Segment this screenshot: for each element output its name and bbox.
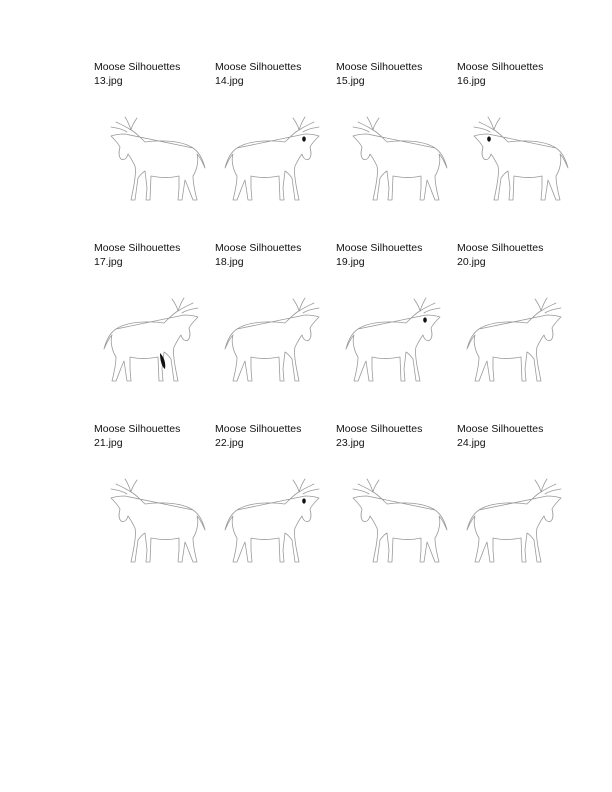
caption-filename: 19.jpg xyxy=(336,256,365,268)
moose-outline-path xyxy=(225,117,319,200)
caption-title: Moose Silhouettes xyxy=(94,61,181,73)
eye-mark xyxy=(302,136,306,141)
silhouette-item-23 xyxy=(336,422,457,603)
moose-silhouette-image xyxy=(336,295,457,385)
moose-outline-path xyxy=(467,479,561,562)
silhouette-item-18 xyxy=(215,241,336,422)
moose-outline xyxy=(474,117,568,200)
moose-outline-path xyxy=(225,479,319,562)
moose-outline xyxy=(225,479,319,562)
moose-silhouette-image xyxy=(457,295,578,385)
caption-filename: 17.jpg xyxy=(94,256,123,268)
moose-outline xyxy=(467,298,561,381)
moose-outline-path xyxy=(474,117,568,200)
eye-mark xyxy=(423,317,427,322)
moose-silhouette-image xyxy=(336,114,457,204)
moose-outline xyxy=(225,117,319,200)
caption-filename: 15.jpg xyxy=(336,75,365,87)
silhouette-item-21 xyxy=(94,422,215,603)
moose-outline-path xyxy=(346,298,440,381)
caption-filename: 13.jpg xyxy=(94,75,123,87)
silhouette-item-17 xyxy=(94,241,215,422)
moose-silhouette-image xyxy=(215,295,336,385)
silhouette-item-20 xyxy=(457,241,578,422)
caption-title: Moose Silhouettes xyxy=(94,423,181,435)
moose-outline xyxy=(225,298,319,381)
moose-outline xyxy=(104,298,198,381)
moose-outline xyxy=(111,117,205,200)
silhouette-item-22 xyxy=(215,422,336,603)
silhouette-item-13 xyxy=(94,60,215,241)
moose-silhouette-image xyxy=(336,476,457,566)
moose-silhouette-image xyxy=(215,114,336,204)
moose-outline-path xyxy=(353,479,447,562)
caption-filename: 23.jpg xyxy=(336,437,365,449)
eye-mark xyxy=(302,498,306,503)
caption-title: Moose Silhouettes xyxy=(336,61,423,73)
caption-title: Moose Silhouettes xyxy=(215,242,302,254)
caption-filename: 21.jpg xyxy=(94,437,123,449)
moose-outline-path xyxy=(111,479,205,562)
moose-outline-path xyxy=(225,298,319,381)
caption-title: Moose Silhouettes xyxy=(457,242,544,254)
moose-silhouette-image xyxy=(215,476,336,566)
silhouette-item-14 xyxy=(215,60,336,241)
moose-silhouette-image xyxy=(94,295,215,385)
silhouette-item-19 xyxy=(336,241,457,422)
moose-silhouette-image xyxy=(457,114,578,204)
moose-outline xyxy=(346,298,440,381)
caption-filename: 14.jpg xyxy=(215,75,244,87)
moose-outline-path xyxy=(467,298,561,381)
silhouette-item-16 xyxy=(457,60,578,241)
moose-outline xyxy=(353,117,447,200)
silhouette-item-15 xyxy=(336,60,457,241)
caption-filename: 16.jpg xyxy=(457,75,486,87)
caption-title: Moose Silhouettes xyxy=(215,423,302,435)
moose-outline xyxy=(353,479,447,562)
silhouette-grid xyxy=(94,60,578,603)
eye-mark xyxy=(487,136,491,141)
caption-title: Moose Silhouettes xyxy=(215,61,302,73)
moose-outline-path xyxy=(111,117,205,200)
moose-silhouette-image xyxy=(457,476,578,566)
moose-outline xyxy=(467,479,561,562)
caption-title: Moose Silhouettes xyxy=(94,242,181,254)
caption-title: Moose Silhouettes xyxy=(457,61,544,73)
caption-title: Moose Silhouettes xyxy=(336,423,423,435)
moose-outline-path xyxy=(353,117,447,200)
caption-filename: 22.jpg xyxy=(215,437,244,449)
caption-filename: 24.jpg xyxy=(457,437,486,449)
caption-title: Moose Silhouettes xyxy=(336,242,423,254)
moose-silhouette-image xyxy=(94,114,215,204)
caption-title: Moose Silhouettes xyxy=(457,423,544,435)
moose-outline xyxy=(111,479,205,562)
caption-filename: 20.jpg xyxy=(457,256,486,268)
silhouette-item-24 xyxy=(457,422,578,603)
caption-filename: 18.jpg xyxy=(215,256,244,268)
moose-silhouette-image xyxy=(94,476,215,566)
moose-outline-path xyxy=(104,298,198,381)
